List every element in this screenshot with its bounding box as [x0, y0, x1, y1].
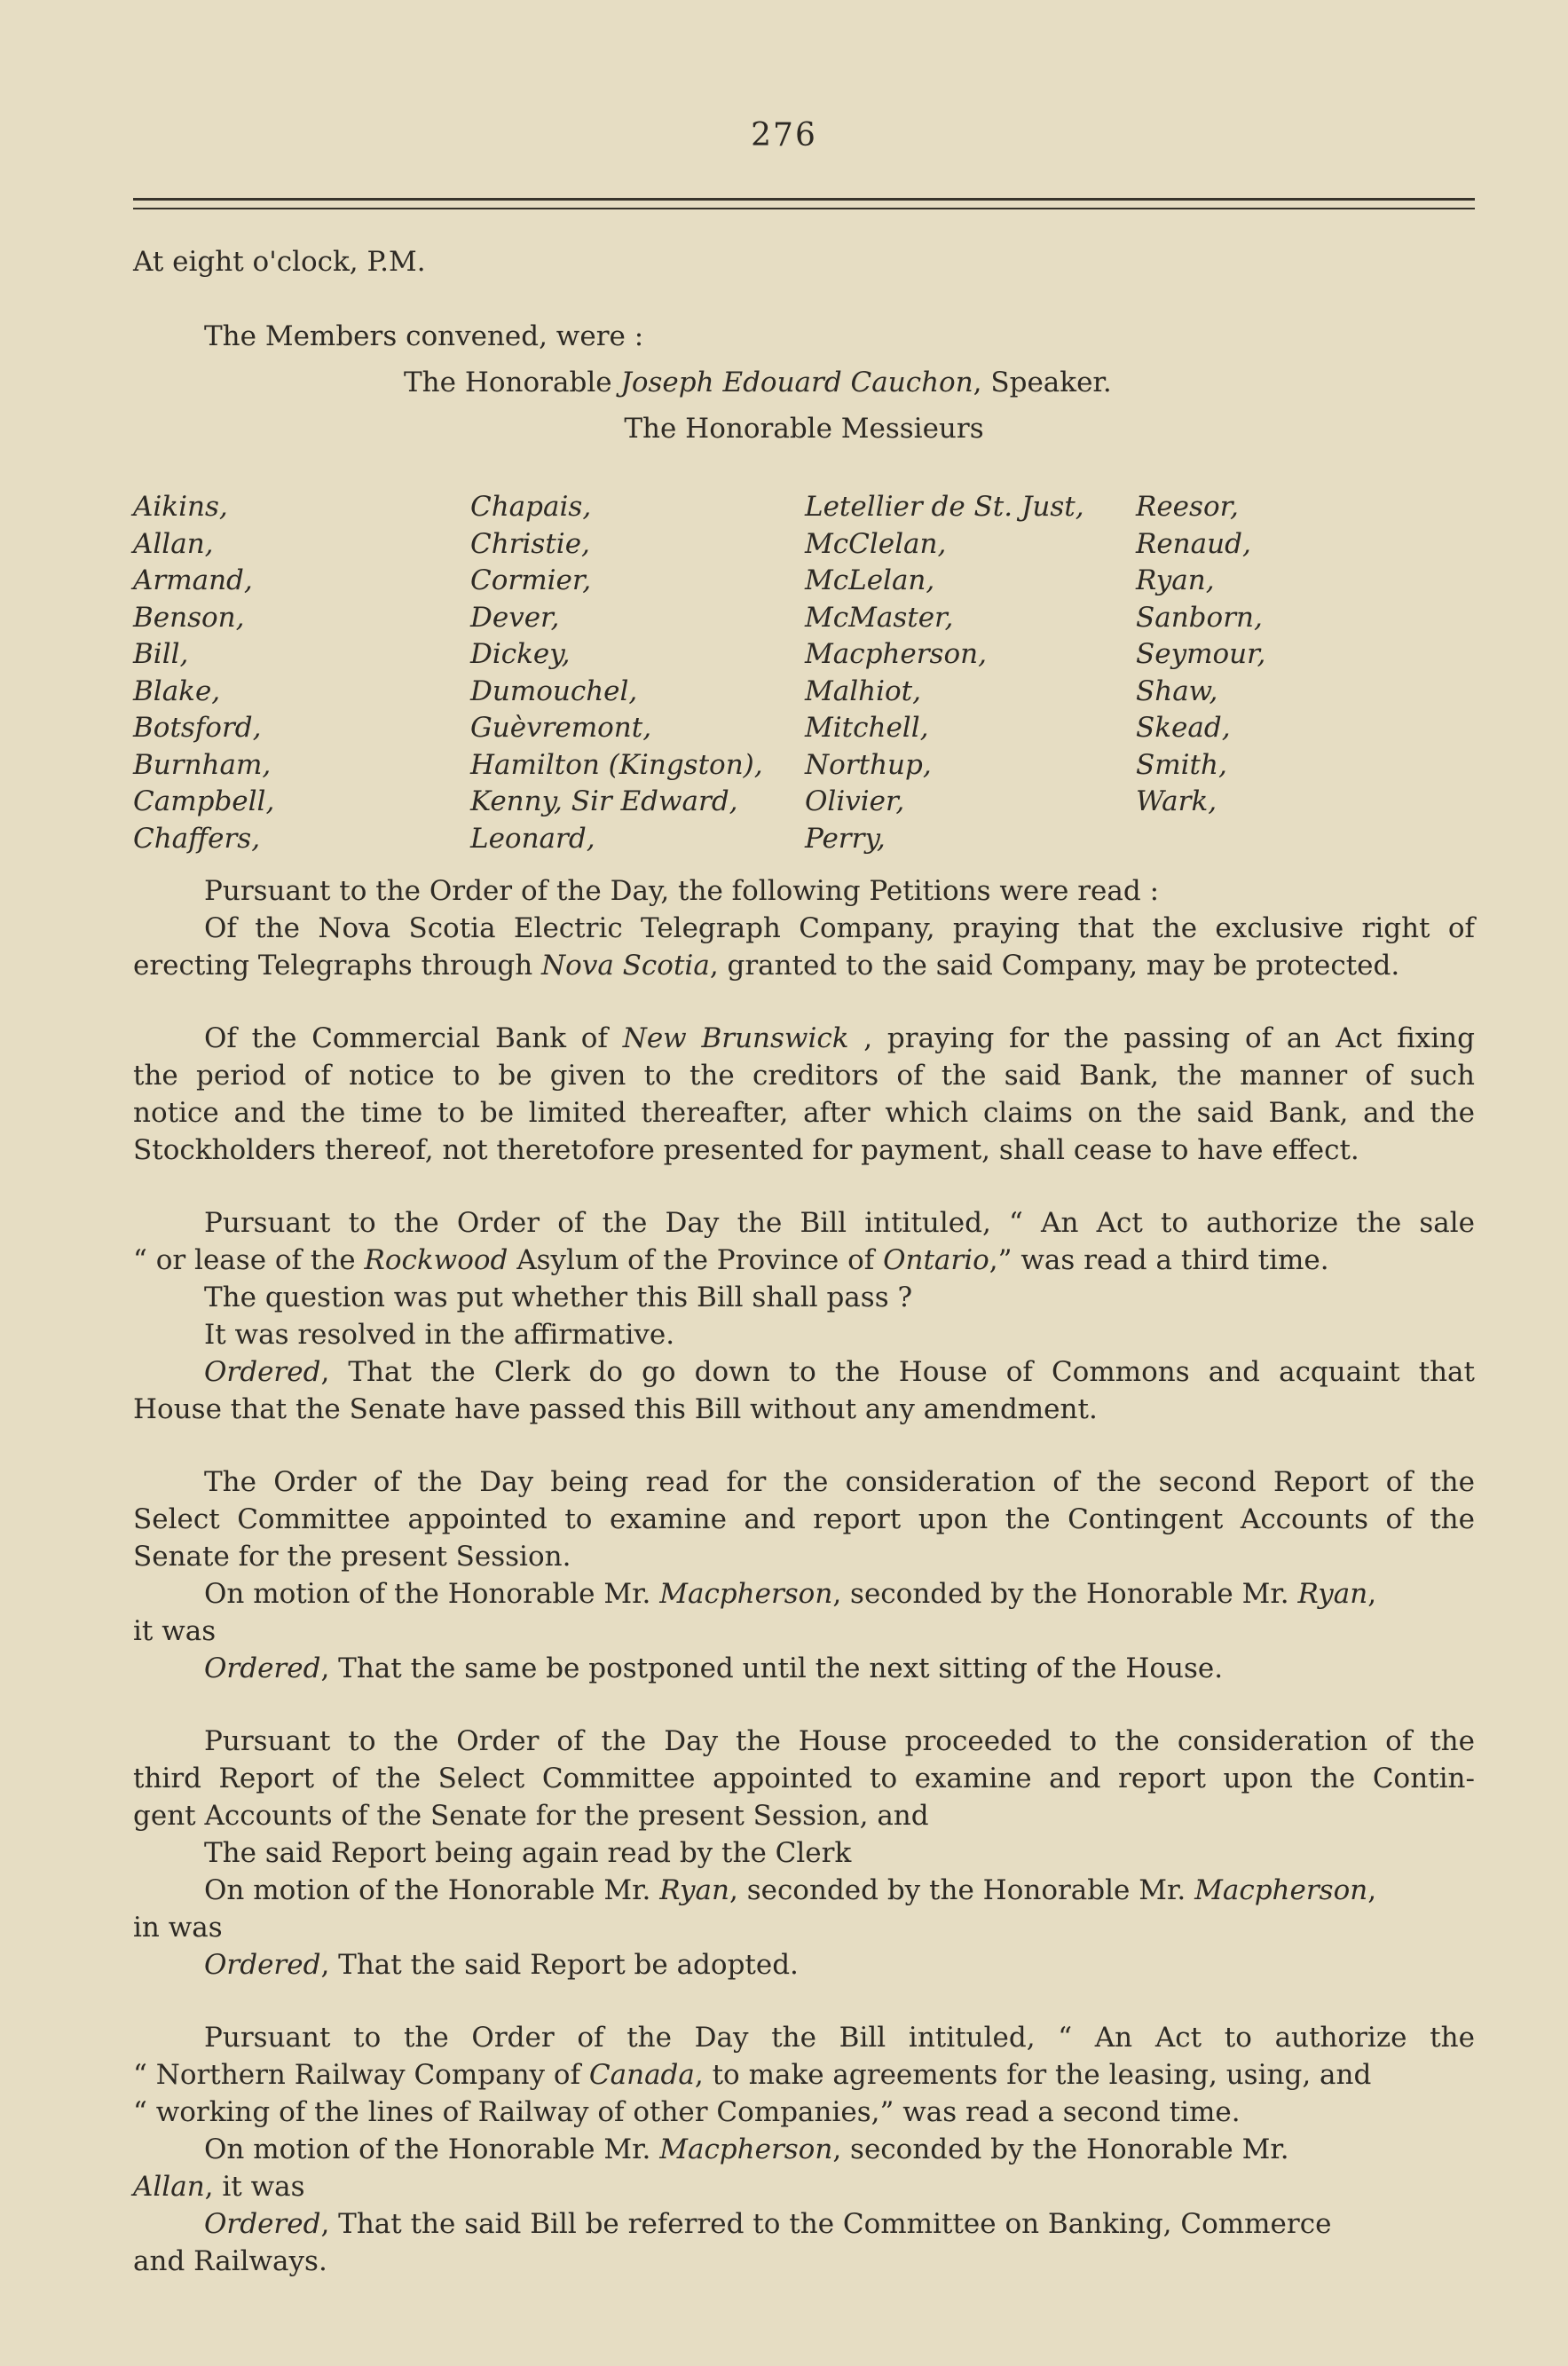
member-name: McClelan, — [805, 527, 947, 560]
member-column-1 — [133, 489, 274, 857]
member-column-4 — [1136, 489, 1265, 821]
member-name: Dumouchel, — [470, 674, 638, 707]
member-name: Perry, — [805, 822, 886, 855]
sitting-time: At eight o'clock, P.M. — [133, 246, 426, 278]
member-name: Hamilton (Kingston), — [470, 748, 763, 781]
text-line: Ordered, That the same be postponed until the next sitting of the House. — [204, 1652, 1224, 1684]
member-name: Malhiot, — [805, 674, 921, 707]
northern-railway-section — [133, 2019, 1475, 2280]
text-line: and Railways. — [133, 2245, 327, 2277]
text-line: notice and the time to be limited thereafter, after which claims on the said Bank, and the — [133, 1097, 1475, 1129]
speaker-name: Joseph Edouard Cauchon — [620, 367, 973, 398]
text-line: The said Report being again read by the Clerk — [204, 1837, 852, 1869]
member-name: Mitchell, — [805, 712, 929, 744]
member-name: Cormier, — [470, 564, 592, 596]
member-name: Benson, — [133, 601, 245, 634]
member-column-2 — [470, 489, 763, 857]
member-name: Macpherson, — [805, 638, 987, 670]
member-name: Olivier, — [805, 785, 905, 817]
text-line: It was resolved in the affirmative. — [204, 1319, 675, 1351]
text-line: The question was put whether this Bill shall pass ? — [204, 1282, 913, 1313]
text-line: it was — [133, 1615, 217, 1647]
member-name: Ryan, — [1136, 564, 1215, 596]
member-name: Bill, — [133, 638, 189, 670]
text-line: Of the Commercial Bank of New Brunswick , praying for the passing of an Act fixing — [204, 1022, 1475, 1054]
member-name: Shaw, — [1136, 674, 1218, 707]
text-line: Stockholders thereof, not theretofore presented for payment, shall cease to have effect. — [133, 1134, 1359, 1166]
sitting-header — [133, 243, 1475, 447]
members-convened: The Members convened, were : — [204, 320, 644, 352]
petitions-intro: Pursuant to the Order of the Day, the following Petitions were read : — [204, 875, 1160, 907]
member-name: Botsford, — [133, 712, 262, 744]
member-name: Sanborn, — [1136, 601, 1263, 634]
text-line: On motion of the Honorable Mr. Macpherson, seconded by the Honorable Mr. — [204, 2133, 1289, 2165]
proceedings-body — [133, 872, 1475, 2280]
speaker-line: The Honorable Joseph Edouard Cauchon, Speaker. — [404, 367, 1112, 398]
text-line: the period of notice to be given to the creditors of the said Bank, the manner of such — [133, 1060, 1475, 1092]
member-name: Skead, — [1136, 712, 1231, 744]
messieurs-heading: The Honorable Messieurs — [624, 413, 984, 445]
member-name: Guèvremont, — [470, 712, 652, 744]
member-name: Campbell, — [133, 785, 275, 817]
member-name: Allan, — [133, 527, 214, 560]
text-line: On motion of the Honorable Mr. Ryan, seconded by the Honorable Mr. Macpherson, — [204, 1874, 1377, 1906]
member-name: Kenny, Sir Edward, — [470, 785, 738, 817]
header-rule-thin — [133, 208, 1475, 209]
member-column-3 — [805, 489, 1084, 857]
second-report-section — [133, 1463, 1475, 1687]
text-line: Of the Nova Scotia Electric Telegraph Company, praying that the exclusive right of — [204, 912, 1475, 944]
text-line: Allan, it was — [133, 2171, 305, 2203]
member-name: Dever, — [470, 601, 560, 634]
text-line: erecting Telegraphs through Nova Scotia, granted to the said Company, may be protected. — [133, 950, 1400, 982]
member-name: Christie, — [470, 527, 590, 560]
text-line: Ordered, That the said Report be adopted. — [204, 1949, 799, 1981]
member-name: Seymour, — [1136, 638, 1266, 670]
member-name: Renaud, — [1136, 527, 1251, 560]
rockwood-bill-section — [133, 1204, 1475, 1428]
third-report-section — [133, 1723, 1475, 1983]
member-name: Northup, — [805, 748, 932, 781]
text-line: Pursuant to the Order of the Day the Bill intituled, “ An Act to authorize the sale — [204, 1207, 1475, 1239]
text-line: Pursuant to the Order of the Day the Bill intituled, “ An Act to authorize the — [204, 2022, 1475, 2054]
text-line: in was — [133, 1912, 223, 1944]
text-line: “ Northern Railway Company of Canada, to make agreements for the leasing, using, and — [133, 2059, 1372, 2091]
member-name: Reesor, — [1136, 491, 1239, 523]
page-number: 276 — [751, 117, 817, 154]
member-name: Wark, — [1136, 785, 1217, 817]
header-rule — [133, 198, 1475, 201]
member-name: McLelan, — [805, 564, 935, 596]
member-name: Smith, — [1136, 748, 1227, 781]
member-name: Chaffers, — [133, 822, 261, 855]
text-line: third Report of the Select Committee appointed to examine and report upon the Contin- — [133, 1763, 1475, 1794]
text-line: House that the Senate have passed this Bill without any amendment. — [133, 1393, 1098, 1425]
member-name: Blake, — [133, 674, 221, 707]
member-name: Chapais, — [470, 491, 592, 523]
text-line: gent Accounts of the Senate for the present Session, and — [133, 1800, 929, 1832]
member-name: Dickey, — [470, 638, 571, 670]
text-line: Senate for the present Session. — [133, 1541, 571, 1573]
text-line: “ or lease of the Rockwood Asylum of the Province of Ontario,” was read a third time. — [133, 1244, 1329, 1276]
text-line: Ordered, That the said Bill be referred to the Committee on Banking, Commerce — [204, 2208, 1332, 2240]
text-line: Select Committee appointed to examine and report upon the Contingent Accounts of the — [133, 1503, 1475, 1535]
text-line: Pursuant to the Order of the Day the House proceeded to the consideration of the — [204, 1725, 1475, 1757]
text-line: On motion of the Honorable Mr. Macpherson, seconded by the Honorable Mr. Ryan, — [204, 1578, 1377, 1610]
member-name: McMaster, — [805, 601, 954, 634]
member-name: Armand, — [133, 564, 253, 596]
member-name: Leonard, — [470, 822, 595, 855]
petitions-section — [133, 872, 1475, 1169]
text-line: “ working of the lines of Railway of other Companies,” was read a second time. — [133, 2096, 1241, 2128]
text-line: The Order of the Day being read for the consideration of the second Report of the — [204, 1466, 1475, 1498]
text-line: Ordered, That the Clerk do go down to the House of Commons and acquaint that — [204, 1356, 1475, 1388]
member-name: Letellier de St. Just, — [805, 491, 1084, 523]
member-name: Aikins, — [133, 491, 228, 523]
member-name: Burnham, — [133, 748, 272, 781]
